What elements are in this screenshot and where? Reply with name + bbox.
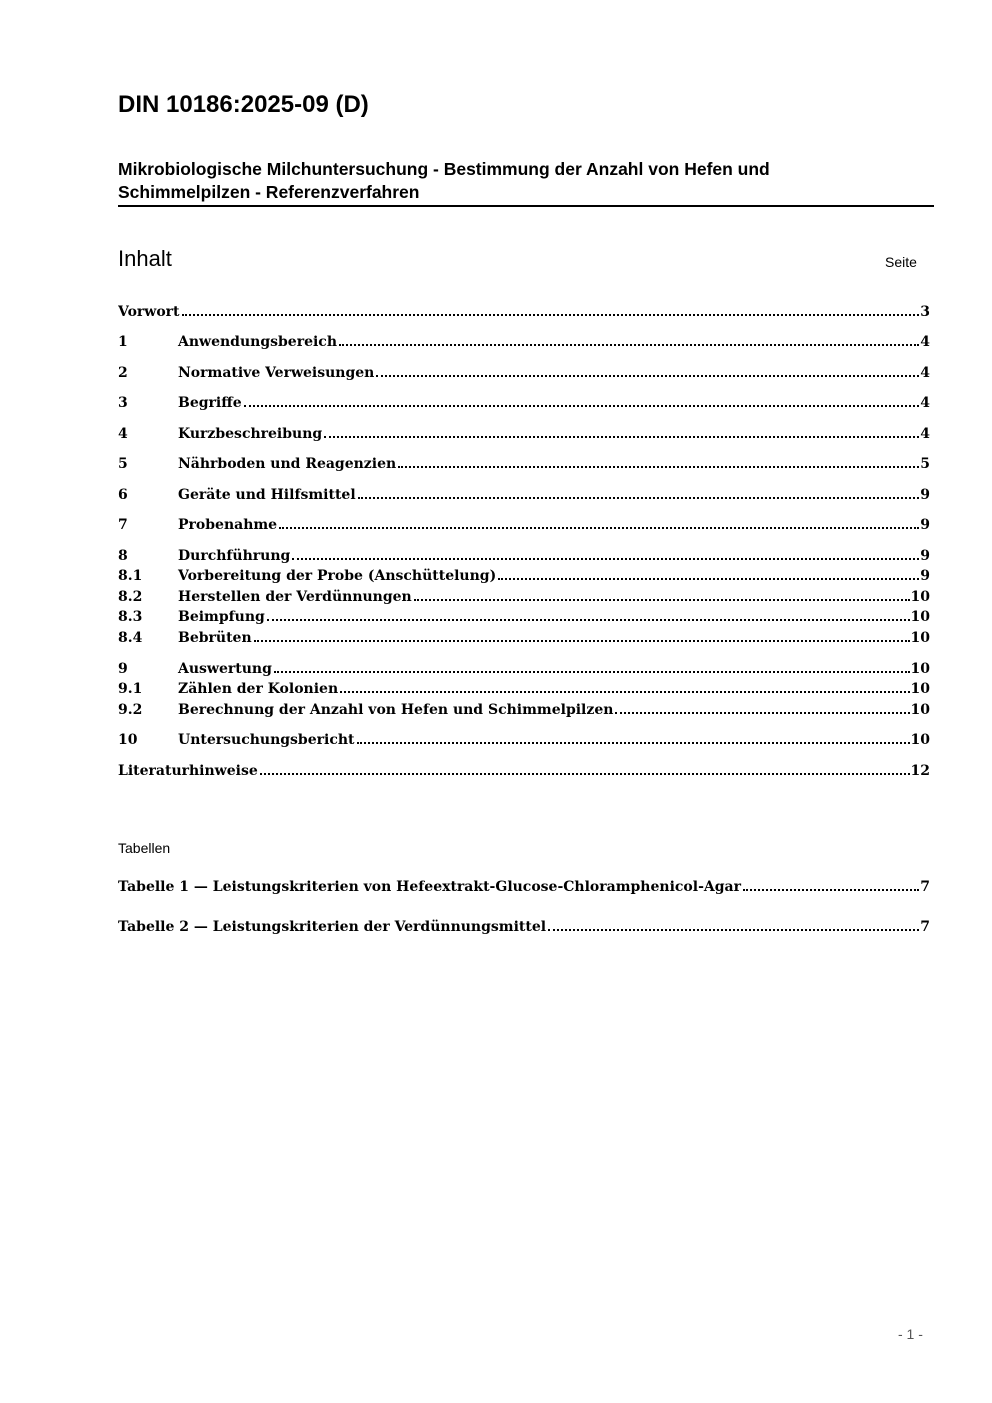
toc-entry-title: Literaturhinweise xyxy=(118,763,258,779)
toc-entry-title: Begriffe xyxy=(178,395,242,411)
dot-leader xyxy=(244,405,920,407)
toc-entry-5[interactable] xyxy=(118,454,930,474)
dot-leader xyxy=(357,742,910,744)
toc-entry-page: 4 xyxy=(920,395,930,411)
dot-leader xyxy=(548,929,919,931)
dot-leader xyxy=(358,497,920,499)
dot-leader xyxy=(324,436,919,438)
toc-entry-page: 4 xyxy=(920,365,930,381)
dot-leader xyxy=(340,691,909,693)
toc-entry-2[interactable] xyxy=(118,363,930,383)
toc-entry-number: 9.1 xyxy=(118,681,143,697)
document-title: DIN 10186:2025-09 (D) xyxy=(118,91,369,118)
toc-entry-title: Vorwort xyxy=(118,304,180,320)
table-entry-page: 7 xyxy=(920,919,930,935)
dot-leader xyxy=(615,712,909,714)
toc-entry-8-2[interactable] xyxy=(118,587,930,607)
toc-entry-title: Auswertung xyxy=(178,661,272,677)
toc-entry-9[interactable] xyxy=(118,659,930,679)
toc-entry-title: Durchführung xyxy=(178,548,291,564)
toc-entry-8-3[interactable] xyxy=(118,607,930,627)
dot-leader xyxy=(414,599,910,601)
toc-entry-number: 8.4 xyxy=(118,630,143,646)
toc-entry-page: 10 xyxy=(910,661,930,677)
toc-entry-4[interactable] xyxy=(118,424,930,444)
toc-entry-title: Normative Verweisungen xyxy=(178,365,375,381)
table-entry-2[interactable] xyxy=(118,917,930,937)
subtitle-line-2: Schimmelpilzen - Referenzverfahren xyxy=(118,182,420,202)
toc-entry-page: 10 xyxy=(910,589,930,605)
toc-entry-page: 10 xyxy=(910,732,930,748)
toc-entry-number: 8.2 xyxy=(118,589,143,605)
toc-entry-title: Zählen der Kolonien xyxy=(178,681,339,697)
toc-entry-page: 10 xyxy=(910,630,930,646)
toc-entry-page: 5 xyxy=(920,456,930,472)
page-number: - 1 - xyxy=(898,1326,923,1342)
toc-entry-page: 4 xyxy=(920,426,930,442)
toc-entry-9-1[interactable] xyxy=(118,679,930,699)
toc-entry-title: Beimpfung xyxy=(178,609,265,625)
toc-entry-number: 8.1 xyxy=(118,568,143,584)
toc-entry-page: 12 xyxy=(910,763,930,779)
toc-entry-page: 9 xyxy=(920,487,930,503)
toc-entry-title: Anwendungsbereich xyxy=(178,334,337,350)
toc-entry-9-2[interactable] xyxy=(118,700,930,720)
toc-entry-8[interactable] xyxy=(118,546,930,566)
dot-leader xyxy=(260,773,910,775)
toc-entry-page: 10 xyxy=(910,702,930,718)
toc-entry-number: 4 xyxy=(118,426,128,442)
dot-leader xyxy=(376,375,919,377)
toc-entry-number: 8 xyxy=(118,548,128,564)
toc-entry-number: 3 xyxy=(118,395,128,411)
toc-entry-10[interactable] xyxy=(118,730,930,750)
toc-entry-number: 6 xyxy=(118,487,128,503)
toc-entry-title: Kurzbeschreibung xyxy=(178,426,323,442)
tables-heading: Tabellen xyxy=(118,840,171,856)
toc-entry-title: Probenahme xyxy=(178,517,278,533)
dot-leader xyxy=(279,527,919,529)
dot-leader xyxy=(339,344,919,346)
toc-entry-number: 2 xyxy=(118,365,128,381)
page-column-label: Seite xyxy=(885,254,917,270)
toc-entry-6[interactable] xyxy=(118,485,930,505)
table-entry-title: Tabelle 1 — Leistungskriterien von Hefeextrakt-Glucose-Chloramphenicol-Agar xyxy=(118,879,741,895)
dot-leader xyxy=(274,671,910,673)
dot-leader xyxy=(743,889,919,891)
table-entry-1[interactable] xyxy=(118,877,930,897)
dot-leader xyxy=(498,578,919,580)
toc-entry-7[interactable] xyxy=(118,515,930,535)
toc-entry-page: 9 xyxy=(920,548,930,564)
toc-entry-title: Nährboden und Reagenzien xyxy=(178,456,397,472)
toc-entry-page: 3 xyxy=(920,304,930,320)
toc-entry-title: Bebrüten xyxy=(178,630,252,646)
toc-entry-number: 5 xyxy=(118,456,128,472)
toc-entry-8-1[interactable] xyxy=(118,566,930,586)
toc-entry-page: 4 xyxy=(920,334,930,350)
toc-entry-number: 1 xyxy=(118,334,128,350)
toc-entry-8-4[interactable] xyxy=(118,628,930,648)
toc-entry-number: 9.2 xyxy=(118,702,143,718)
document-subtitle xyxy=(118,158,934,207)
dot-leader xyxy=(292,558,919,560)
toc-entry-title: Herstellen der Verdünnungen xyxy=(178,589,412,605)
toc-entry-literaturhinweise[interactable] xyxy=(118,761,930,781)
toc-entry-3[interactable] xyxy=(118,393,930,413)
toc-entry-number: 10 xyxy=(118,732,138,748)
toc-entry-page: 9 xyxy=(920,568,930,584)
table-entry-page: 7 xyxy=(920,879,930,895)
dot-leader xyxy=(182,314,920,316)
toc-entry-number: 7 xyxy=(118,517,128,533)
toc-entry-title: Vorbereitung der Probe (Anschüttelung) xyxy=(178,568,497,584)
subtitle-line-1: Mikrobiologische Milchuntersuchung - Bestimmung der Anzahl von Hefen und xyxy=(118,159,770,179)
toc-entry-vorwort[interactable] xyxy=(118,302,930,322)
toc-entry-page: 10 xyxy=(910,609,930,625)
toc-entry-number: 9 xyxy=(118,661,128,677)
toc-entry-number: 8.3 xyxy=(118,609,143,625)
toc-entry-title: Berechnung der Anzahl von Hefen und Schimmelpilzen xyxy=(178,702,614,718)
toc-entry-1[interactable] xyxy=(118,332,930,352)
toc-entry-page: 10 xyxy=(910,681,930,697)
toc-entry-title: Geräte und Hilfsmittel xyxy=(178,487,356,503)
toc-entry-page: 9 xyxy=(920,517,930,533)
table-entry-title: Tabelle 2 — Leistungskriterien der Verdünnungsmittel xyxy=(118,919,547,935)
toc-heading: Inhalt xyxy=(118,246,172,271)
toc-entry-title: Untersuchungsbericht xyxy=(178,732,355,748)
dot-leader xyxy=(254,640,910,642)
dot-leader xyxy=(267,619,910,621)
dot-leader xyxy=(398,466,919,468)
